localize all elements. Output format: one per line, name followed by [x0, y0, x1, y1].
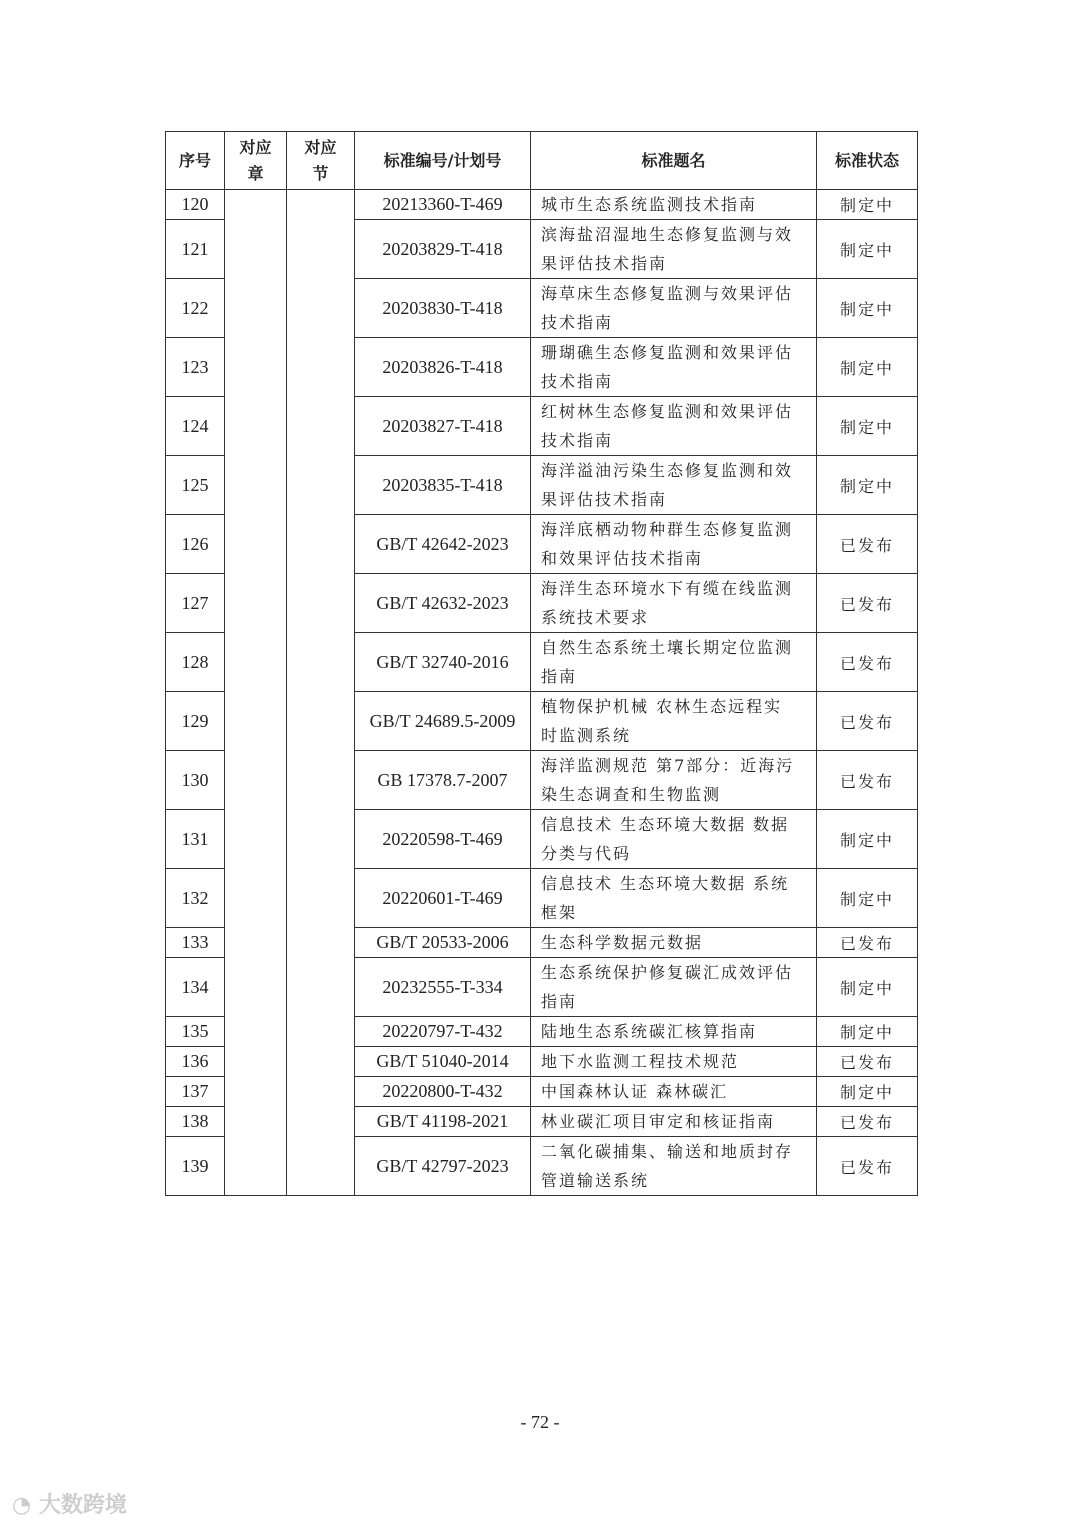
status-cell: 已发布: [817, 633, 918, 692]
header-chapter: 对应 章: [225, 132, 287, 190]
code-cell: 20220601-T-469: [355, 869, 531, 928]
title-cell: 陆地生态系统碳汇核算指南: [531, 1017, 817, 1047]
code-cell: 20220800-T-432: [355, 1077, 531, 1107]
code-cell: 20220598-T-469: [355, 810, 531, 869]
title-cell: 二氧化碳捕集、输送和地质封存 管道输送系统: [531, 1137, 817, 1196]
seq-cell: 132: [166, 869, 225, 928]
seq-cell: 121: [166, 220, 225, 279]
title-cell: 城市生态系统监测技术指南: [531, 190, 817, 220]
code-cell: 20220797-T-432: [355, 1017, 531, 1047]
page-number: - 72 -: [520, 1412, 560, 1432]
status-cell: 制定中: [817, 810, 918, 869]
status-cell: 制定中: [817, 397, 918, 456]
code-cell: 20203829-T-418: [355, 220, 531, 279]
status-cell: 已发布: [817, 515, 918, 574]
status-cell: 制定中: [817, 958, 918, 1017]
table-row: [166, 190, 918, 220]
code-cell: GB/T 24689.5-2009: [355, 692, 531, 751]
status-cell: 已发布: [817, 1047, 918, 1077]
status-cell: 已发布: [817, 1137, 918, 1196]
seq-cell: 130: [166, 751, 225, 810]
code-cell: GB/T 32740-2016: [355, 633, 531, 692]
title-cell: 海洋溢油污染生态修复监测和效 果评估技术指南: [531, 456, 817, 515]
status-cell: 制定中: [817, 279, 918, 338]
title-cell: 红树林生态修复监测和效果评估 技术指南: [531, 397, 817, 456]
section-cell: [287, 190, 355, 1196]
title-cell: 自然生态系统土壤长期定位监测 指南: [531, 633, 817, 692]
code-cell: 20203827-T-418: [355, 397, 531, 456]
header-title: 标准题名: [531, 132, 817, 190]
seq-cell: 136: [166, 1047, 225, 1077]
header-seq: 序号: [166, 132, 225, 190]
code-cell: GB/T 42642-2023: [355, 515, 531, 574]
seq-cell: 134: [166, 958, 225, 1017]
title-cell: 海洋监测规范 第7部分：近海污 染生态调查和生物监测: [531, 751, 817, 810]
seq-cell: 125: [166, 456, 225, 515]
code-cell: GB/T 41198-2021: [355, 1107, 531, 1137]
header-section: 对应 节: [287, 132, 355, 190]
header-code: 标准编号/计划号: [355, 132, 531, 190]
title-cell: 珊瑚礁生态修复监测和效果评估 技术指南: [531, 338, 817, 397]
code-cell: 20203826-T-418: [355, 338, 531, 397]
title-cell: 中国森林认证 森林碳汇: [531, 1077, 817, 1107]
status-cell: 制定中: [817, 338, 918, 397]
title-cell: 地下水监测工程技术规范: [531, 1047, 817, 1077]
seq-cell: 127: [166, 574, 225, 633]
status-cell: 制定中: [817, 1017, 918, 1047]
standards-table: [165, 131, 918, 1196]
title-cell: 滨海盐沼湿地生态修复监测与效 果评估技术指南: [531, 220, 817, 279]
seq-cell: 131: [166, 810, 225, 869]
seq-cell: 135: [166, 1017, 225, 1047]
status-cell: 已发布: [817, 1107, 918, 1137]
title-cell: 海洋生态环境水下有缆在线监测 系统技术要求: [531, 574, 817, 633]
chapter-cell: [225, 190, 287, 1196]
title-cell: 海草床生态修复监测与效果评估 技术指南: [531, 279, 817, 338]
seq-cell: 126: [166, 515, 225, 574]
header-status: 标准状态: [817, 132, 918, 190]
code-cell: GB/T 42632-2023: [355, 574, 531, 633]
seq-cell: 120: [166, 190, 225, 220]
status-cell: 已发布: [817, 751, 918, 810]
seq-cell: 137: [166, 1077, 225, 1107]
seq-cell: 128: [166, 633, 225, 692]
status-cell: 已发布: [817, 574, 918, 633]
status-cell: 制定中: [817, 456, 918, 515]
title-cell: 信息技术 生态环境大数据 数据 分类与代码: [531, 810, 817, 869]
status-cell: 已发布: [817, 928, 918, 958]
code-cell: 20203835-T-418: [355, 456, 531, 515]
code-cell: 20203830-T-418: [355, 279, 531, 338]
title-cell: 海洋底栖动物种群生态修复监测 和效果评估技术指南: [531, 515, 817, 574]
seq-cell: 139: [166, 1137, 225, 1196]
status-cell: 已发布: [817, 692, 918, 751]
code-cell: GB/T 42797-2023: [355, 1137, 531, 1196]
code-cell: GB 17378.7-2007: [355, 751, 531, 810]
seq-cell: 123: [166, 338, 225, 397]
status-cell: 制定中: [817, 220, 918, 279]
code-cell: 20232555-T-334: [355, 958, 531, 1017]
title-cell: 生态系统保护修复碳汇成效评估 指南: [531, 958, 817, 1017]
title-cell: 植物保护机械 农林生态远程实 时监测系统: [531, 692, 817, 751]
status-cell: 制定中: [817, 1077, 918, 1107]
table-header-row: [166, 132, 918, 190]
status-cell: 制定中: [817, 190, 918, 220]
status-cell: 制定中: [817, 869, 918, 928]
title-cell: 信息技术 生态环境大数据 系统 框架: [531, 869, 817, 928]
code-cell: 20213360-T-469: [355, 190, 531, 220]
seq-cell: 124: [166, 397, 225, 456]
seq-cell: 133: [166, 928, 225, 958]
seq-cell: 138: [166, 1107, 225, 1137]
watermark-logo: ◔ 大数跨境: [12, 1493, 127, 1518]
title-cell: 林业碳汇项目审定和核证指南: [531, 1107, 817, 1137]
seq-cell: 129: [166, 692, 225, 751]
title-cell: 生态科学数据元数据: [531, 928, 817, 958]
code-cell: GB/T 51040-2014: [355, 1047, 531, 1077]
code-cell: GB/T 20533-2006: [355, 928, 531, 958]
watermark-text: 大数跨境: [38, 1493, 127, 1518]
seq-cell: 122: [166, 279, 225, 338]
